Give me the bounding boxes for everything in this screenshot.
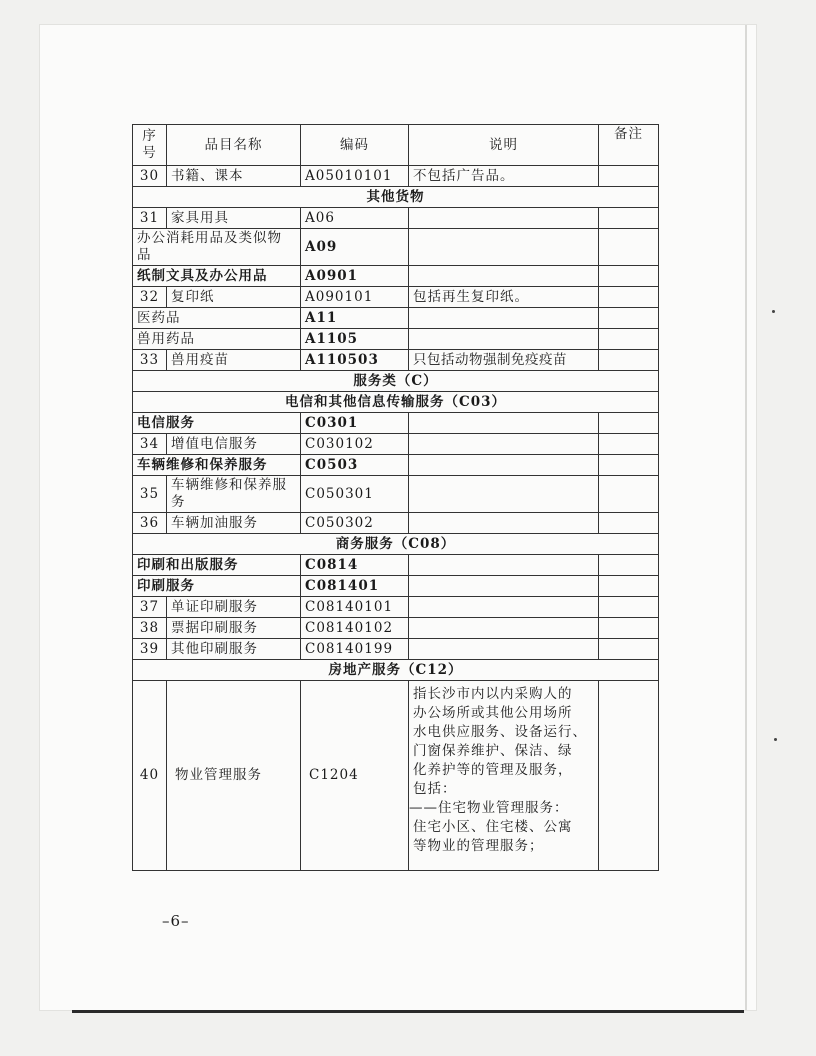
row-no: 39	[133, 639, 167, 660]
row-code: A090101	[301, 287, 409, 308]
row-note	[599, 208, 659, 229]
row-desc	[409, 208, 599, 229]
row-note	[599, 513, 659, 534]
table-row	[133, 681, 659, 871]
row-name: 物业管理服务	[167, 681, 301, 871]
row-note	[599, 229, 659, 266]
category-name: 印刷服务	[133, 576, 301, 597]
row-name: 增值电信服务	[167, 434, 301, 455]
row-code: A06	[301, 208, 409, 229]
category-code: A0901	[301, 266, 409, 287]
row-no: 37	[133, 597, 167, 618]
table-row	[133, 476, 659, 513]
row-no: 40	[133, 681, 167, 871]
catalog-table	[132, 124, 659, 871]
row-code: C1204	[301, 681, 409, 871]
row-note	[599, 308, 659, 329]
row-desc	[409, 413, 599, 434]
row-code: C08140199	[301, 639, 409, 660]
page-fold-shadow	[745, 25, 747, 1010]
row-name: 兽用疫苗	[167, 350, 301, 371]
table-row	[133, 166, 659, 187]
desc-line: 等物业的管理服务；	[413, 838, 544, 854]
category-row	[133, 576, 659, 597]
row-code: C08140101	[301, 597, 409, 618]
desc-line: 化养护等的管理及服务，	[413, 762, 573, 778]
desc-line: ——住宅物业管理服务：	[409, 800, 569, 816]
category-name: 纸制文具及办公用品	[133, 266, 301, 287]
row-name: 单证印刷服务	[167, 597, 301, 618]
header-code: 编码	[301, 125, 409, 166]
category-name: 车辆维修和保养服务	[133, 455, 301, 476]
row-name: 书籍、课本	[167, 166, 301, 187]
header-no: 序号	[133, 125, 167, 166]
row-note	[599, 166, 659, 187]
row-note	[599, 350, 659, 371]
section-row	[133, 371, 659, 392]
row-code: A05010101	[301, 166, 409, 187]
row-code: C030102	[301, 434, 409, 455]
row-name: 票据印刷服务	[167, 618, 301, 639]
category-name: 办公消耗用品及类似物品	[133, 229, 301, 266]
row-note	[599, 329, 659, 350]
category-row	[133, 455, 659, 476]
header-note: 备注	[599, 125, 659, 166]
row-desc	[409, 597, 599, 618]
row-note	[599, 266, 659, 287]
row-desc	[409, 476, 599, 513]
row-note	[599, 476, 659, 513]
row-desc	[409, 513, 599, 534]
row-desc	[409, 266, 599, 287]
row-name: 车辆维修和保养服务	[167, 476, 301, 513]
row-no: 34	[133, 434, 167, 455]
section-label: 服务类（C）	[133, 371, 659, 392]
row-name: 其他印刷服务	[167, 639, 301, 660]
row-name: 家具用具	[167, 208, 301, 229]
row-note	[599, 681, 659, 871]
category-row	[133, 413, 659, 434]
table-header-row	[133, 125, 659, 166]
scan-bottom-edge	[72, 1010, 744, 1013]
row-desc	[409, 618, 599, 639]
row-desc	[409, 681, 599, 871]
table-row	[133, 639, 659, 660]
row-desc: 包括再生复印纸。	[409, 287, 599, 308]
row-desc: 不包括广告品。	[409, 166, 599, 187]
category-code: C0503	[301, 455, 409, 476]
row-desc	[409, 229, 599, 266]
row-code: C050302	[301, 513, 409, 534]
row-no: 36	[133, 513, 167, 534]
row-note	[599, 287, 659, 308]
header-desc: 说明	[409, 125, 599, 166]
category-row	[133, 555, 659, 576]
table-row	[133, 434, 659, 455]
section-label: 电信和其他信息传输服务（C03）	[133, 392, 659, 413]
row-no: 31	[133, 208, 167, 229]
scan-speck	[774, 738, 777, 741]
desc-line: 办公场所或其他公用场所	[413, 705, 573, 721]
section-row	[133, 660, 659, 681]
row-no: 32	[133, 287, 167, 308]
category-row	[133, 229, 659, 266]
category-name: 印刷和出版服务	[133, 555, 301, 576]
category-code: A11	[301, 308, 409, 329]
category-code: C0814	[301, 555, 409, 576]
category-row	[133, 266, 659, 287]
row-code: C08140102	[301, 618, 409, 639]
row-note	[599, 413, 659, 434]
row-note	[599, 618, 659, 639]
desc-line: 门窗保养维护、保洁、绿	[413, 743, 573, 759]
category-code: C0301	[301, 413, 409, 434]
row-no: 33	[133, 350, 167, 371]
row-desc	[409, 455, 599, 476]
row-note	[599, 576, 659, 597]
table-row	[133, 208, 659, 229]
row-note	[599, 455, 659, 476]
desc-line: 水电供应服务、设备运行、	[413, 724, 587, 740]
category-row	[133, 329, 659, 350]
row-note	[599, 434, 659, 455]
row-desc	[409, 329, 599, 350]
scan-speck	[772, 310, 775, 313]
section-label: 房地产服务（C12）	[133, 660, 659, 681]
table-row	[133, 618, 659, 639]
category-name: 兽用药品	[133, 329, 301, 350]
table-row	[133, 597, 659, 618]
row-no: 35	[133, 476, 167, 513]
header-name: 品目名称	[167, 125, 301, 166]
table-row	[133, 350, 659, 371]
row-desc	[409, 576, 599, 597]
row-desc	[409, 434, 599, 455]
row-desc: 只包括动物强制免疫疫苗	[409, 350, 599, 371]
section-row	[133, 187, 659, 208]
row-name: 复印纸	[167, 287, 301, 308]
row-desc	[409, 308, 599, 329]
category-code: A09	[301, 229, 409, 266]
row-desc	[409, 639, 599, 660]
row-name: 车辆加油服务	[167, 513, 301, 534]
row-code: A110503	[301, 350, 409, 371]
table-row	[133, 513, 659, 534]
table-row	[133, 287, 659, 308]
category-code: C081401	[301, 576, 409, 597]
row-note	[599, 639, 659, 660]
row-code: C050301	[301, 476, 409, 513]
row-desc	[409, 555, 599, 576]
section-row	[133, 534, 659, 555]
row-note	[599, 597, 659, 618]
desc-line: 指长沙市内以内采购人的	[413, 686, 573, 702]
category-name: 电信服务	[133, 413, 301, 434]
desc-line: 包括：	[413, 781, 457, 797]
section-label: 商务服务（C08）	[133, 534, 659, 555]
section-label: 其他货物	[133, 187, 659, 208]
page-number: –6–	[162, 912, 190, 930]
row-note	[599, 555, 659, 576]
category-code: A1105	[301, 329, 409, 350]
section-row	[133, 392, 659, 413]
category-name: 医药品	[133, 308, 301, 329]
row-no: 30	[133, 166, 167, 187]
row-no: 38	[133, 618, 167, 639]
desc-line: 住宅小区、住宅楼、公寓	[413, 819, 573, 835]
category-row	[133, 308, 659, 329]
